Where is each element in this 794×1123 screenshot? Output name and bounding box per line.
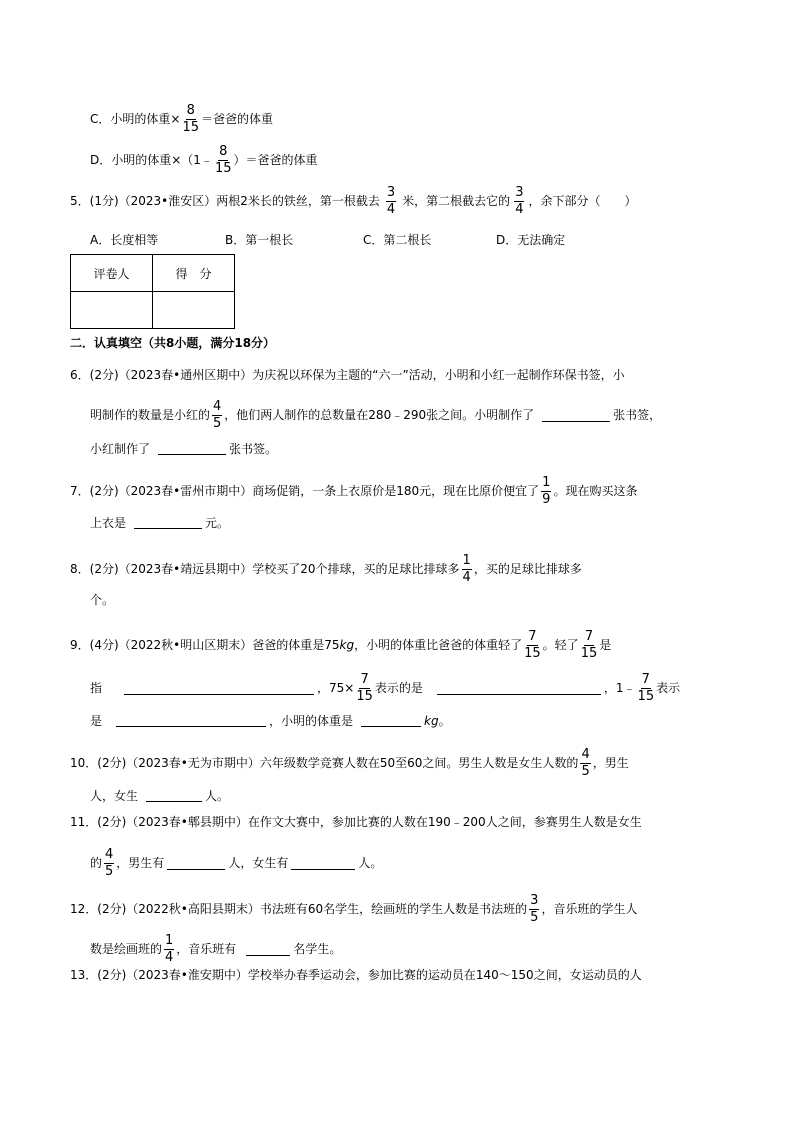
question-6-line-3: 小红制作了 张书签。 <box>90 441 278 456</box>
answer-blank[interactable] <box>167 857 225 870</box>
question-6-line-1: 6．(2分)（2023春•通州区期中）为庆祝以环保为主题的“六一”活动，小明和小红一起制作环保书签，小 <box>70 368 625 382</box>
answer-blank[interactable] <box>291 857 355 870</box>
score-table-score-header: 得 分 <box>153 255 235 292</box>
question-9-line-2: 指 ，75× $\frac{7}{15}$ 表示的是 ，1﹣ $\frac{7}{15}$ 表示 <box>90 672 681 704</box>
fraction: $\frac{3}{4}$ <box>515 185 524 217</box>
question-7-line-2: 上衣是 元。 <box>90 515 230 530</box>
q4-option-c: C．小明的体重× $\frac{8}{15}$ ＝爸爸的体重 <box>90 103 273 135</box>
question-8-line-1: 8．(2分)（2023春•靖远县期中）学校买了20个排球，买的足球比排球多 $\frac{1}{4}$ ，买的足球比排球多 <box>70 553 582 585</box>
question-12-line-1: 12．(2分)（2022秋•高阳县期末）书法班有60名学生，绘画班的学生人数是书法班的 $\frac{3}{5}$ ，音乐班的学生人 <box>70 893 638 925</box>
q5-option-b[interactable]: B．第一根长 <box>225 233 294 247</box>
question-9-line-3: 是 ，小明的体重是 kg 。 <box>90 713 451 728</box>
fraction: $\frac{1}{4}$ <box>462 553 471 585</box>
fraction: $\frac{4}{5}$ <box>213 399 222 431</box>
answer-blank[interactable] <box>437 682 601 695</box>
fraction: $\frac{3}{4}$ <box>386 185 396 217</box>
question-8-line-2: 个。 <box>90 592 115 607</box>
question-5-options <box>90 234 724 246</box>
score-table-grader-header: 评卷人 <box>71 255 153 292</box>
answer-blank[interactable] <box>542 409 610 422</box>
question-11-line-1: 11．(2分)（2023春•郫县期中）在作文大赛中，参加比赛的人数在190﹣200人之间，参赛男生人数是女生 <box>70 815 642 829</box>
answer-blank[interactable] <box>361 714 421 727</box>
fraction: $\frac{7}{15}$ <box>637 672 655 704</box>
answer-blank[interactable] <box>146 789 202 802</box>
score-table <box>70 254 235 329</box>
fraction: $\frac{3}{5}$ <box>530 893 539 925</box>
question-5: 5．(1分)（2023•淮安区）两根2米长的铁丝，第一根截去 $\frac{3}{4}$ 米，第二根截去它的 $\frac{3}{4}$ ，余下部分（ ） <box>70 185 637 217</box>
question-12-line-2: 数是绘画班的 $\frac{1}{4}$ ，音乐班有 名学生。 <box>90 933 342 965</box>
fraction: $\frac{1}{9}$ <box>542 475 551 507</box>
question-10-line-2: 人，女生 人。 <box>90 788 230 803</box>
fraction: $\frac{1}{4}$ <box>165 933 174 965</box>
fraction: $\frac{7}{15}$ <box>524 629 541 661</box>
question-9-line-1: 9．(4分)（2022秋•明山区期末）爸爸的体重是75 kg ，小明的体重比爸爸的体重轻了 $\frac{7}{15}$ 。轻了 $\frac{7}{15}$ 是 <box>70 629 612 661</box>
question-11-line-2: 的 $\frac{4}{5}$ ，男生有 人，女生有 人。 <box>90 847 383 879</box>
answer-blank[interactable] <box>134 516 202 529</box>
answer-blank[interactable] <box>246 943 290 956</box>
question-7-line-1: 7．(2分)（2023春•雷州市期中）商场促销，一条上衣原价是180元，现在比原价便宜了 $\frac{1}{9}$ 。现在购买这条 <box>70 475 638 507</box>
q5-option-c[interactable]: C．第二根长 <box>363 233 432 247</box>
fraction: $\frac{7}{15}$ <box>356 672 373 704</box>
q5-option-d[interactable]: D．无法确定 <box>496 233 566 247</box>
answer-blank[interactable] <box>116 714 266 727</box>
fraction: $\frac{4}{5}$ <box>105 847 114 879</box>
q4-option-d: D．小明的体重×（1﹣ $\frac{8}{15}$ ）＝爸爸的体重 <box>90 144 318 176</box>
answer-blank[interactable] <box>158 442 226 455</box>
fraction: $\frac{8}{15}$ <box>214 144 232 176</box>
question-10-line-1: 10．(2分)（2023春•无为市期中）六年级数学竞赛人数在50至60之间。男生人数是女生人数的 $\frac{4}{5}$ ，男生 <box>70 747 629 779</box>
fraction: $\frac{8}{15}$ <box>182 103 199 135</box>
fraction: $\frac{7}{15}$ <box>580 629 598 661</box>
fraction: $\frac{4}{5}$ <box>581 747 590 779</box>
question-6-line-2: 明制作的数量是小红的 $\frac{4}{5}$ ，他们两人制作的总数量在280﹣290张之间。小明制作了 张书签， <box>90 399 662 431</box>
answer-blank[interactable] <box>124 682 314 695</box>
score-table-grader-cell[interactable] <box>71 292 153 329</box>
q5-option-a[interactable]: A．长度相等 <box>90 233 159 247</box>
section-2-title: 二．认真填空（共8小题，满分18分） <box>70 336 276 350</box>
score-table-score-cell[interactable] <box>153 292 235 329</box>
question-13-line-1: 13．(2分)（2023春•淮安期中）学校举办春季运动会，参加比赛的运动员在140～150之间，女运动员的人 <box>70 968 642 982</box>
